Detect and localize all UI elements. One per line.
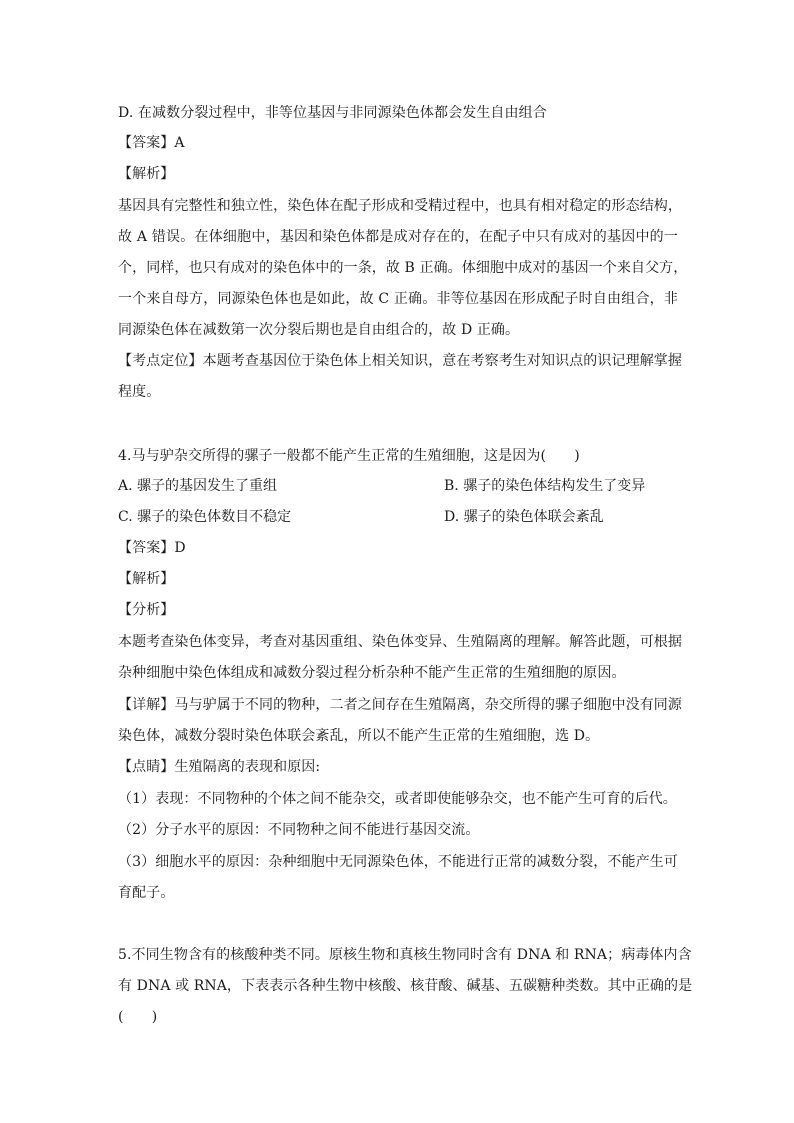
q5-stem-line: 有 DNA 或 RNA，下表表示各种生物中核酸、核苷酸、碱基、五碳糖种类数。其中正确的是 xyxy=(118,978,693,994)
q4-dianjing-title: 【点睛】生殖隔离的表现和原因: xyxy=(118,759,321,775)
q4-xiangjie-line: 【详解】马与驴属于不同的物种，二者之间存在生殖隔离，杂交所得的骡子细胞中没有同源 xyxy=(118,697,682,713)
q3-analysis-line: 一个来自母方，同源染色体也是如此，故 C 正确。非等位基因在形成配子时自由组合，非 xyxy=(118,291,678,307)
q3-kaodian-line: 【考点定位】本题考查基因位于染色体上相关知识，意在考察考生对知识点的识记理解掌握 xyxy=(118,353,682,369)
q4-option-d: D. 骡子的染色体联会紊乱 xyxy=(444,509,604,525)
q3-analysis-line: 故 A 错误。在体细胞中，基因和染色体都是成对存在的，在配子中只有成对的基因中的一 xyxy=(118,229,678,245)
q4-fenxi-line: 杂种细胞中染色体组成和减数分裂过程分析杂种不能产生正常的生殖细胞的原因。 xyxy=(118,665,626,681)
q4-fenxi-label: 【分析】 xyxy=(118,602,175,618)
q5-stem-line: ( ) xyxy=(118,1009,158,1025)
q4-answer: 【答案】D xyxy=(118,540,186,556)
q3-analysis-line: 个，同样，也只有成对的染色体中的一条，故 B 正确。体细胞中成对的基因一个来自父方， xyxy=(118,260,688,276)
q4-dianjing-point: （3）细胞水平的原因：杂种细胞中无同源染色体，不能进行正常的减数分裂，不能产生可 xyxy=(118,854,678,870)
q4-stem: 4.马与驴杂交所得的骡子一般都不能产生正常的生殖细胞，这是因为( ) xyxy=(118,448,580,464)
q4-dianjing-point: （2）分子水平的原因：不同物种之间不能进行基因交流。 xyxy=(118,822,480,838)
q4-dianjing-point: 育配子。 xyxy=(118,885,175,901)
q3-analysis-label: 【解析】 xyxy=(118,166,175,182)
q3-answer: 【答案】A xyxy=(118,135,185,151)
q4-option-b: B. 骡子的染色体结构发生了变异 xyxy=(444,478,646,494)
q3-kaodian-line: 程度。 xyxy=(118,384,161,400)
q3-analysis-line: 基因具有完整性和独立性，染色体在配子形成和受精过程中，也具有相对稳定的形态结构， xyxy=(118,198,682,214)
q3-option-d: D. 在减数分裂过程中，非等位基因与非同源染色体都会发生自由组合 xyxy=(118,105,547,121)
q4-analysis-label: 【解析】 xyxy=(118,571,175,587)
q3-analysis-line: 同源染色体在减数第一次分裂后期也是自由组合的，故 D 正确。 xyxy=(118,322,520,338)
q4-fenxi-line: 本题考查染色体变异，考查对基因重组、染色体变异、生殖隔离的理解。解答此题，可根据 xyxy=(118,634,682,650)
q4-option-c: C. 骡子的染色体数目不稳定 xyxy=(118,509,292,525)
q5-stem-line: 5.不同生物含有的核酸种类不同。原核生物和真核生物同时含有 DNA 和 RNA；病毒体内含 xyxy=(118,947,692,963)
q4-dianjing-point: （1）表现：不同物种的个体之间不能杂交，或者即使能够杂交，也不能产生可育的后代。 xyxy=(118,791,677,807)
q4-xiangjie-line: 染色体，减数分裂时染色体联会紊乱，所以不能产生正常的生殖细胞，选 D。 xyxy=(118,728,600,744)
q4-option-a: A. 骡子的基因发生了重组 xyxy=(118,478,278,494)
